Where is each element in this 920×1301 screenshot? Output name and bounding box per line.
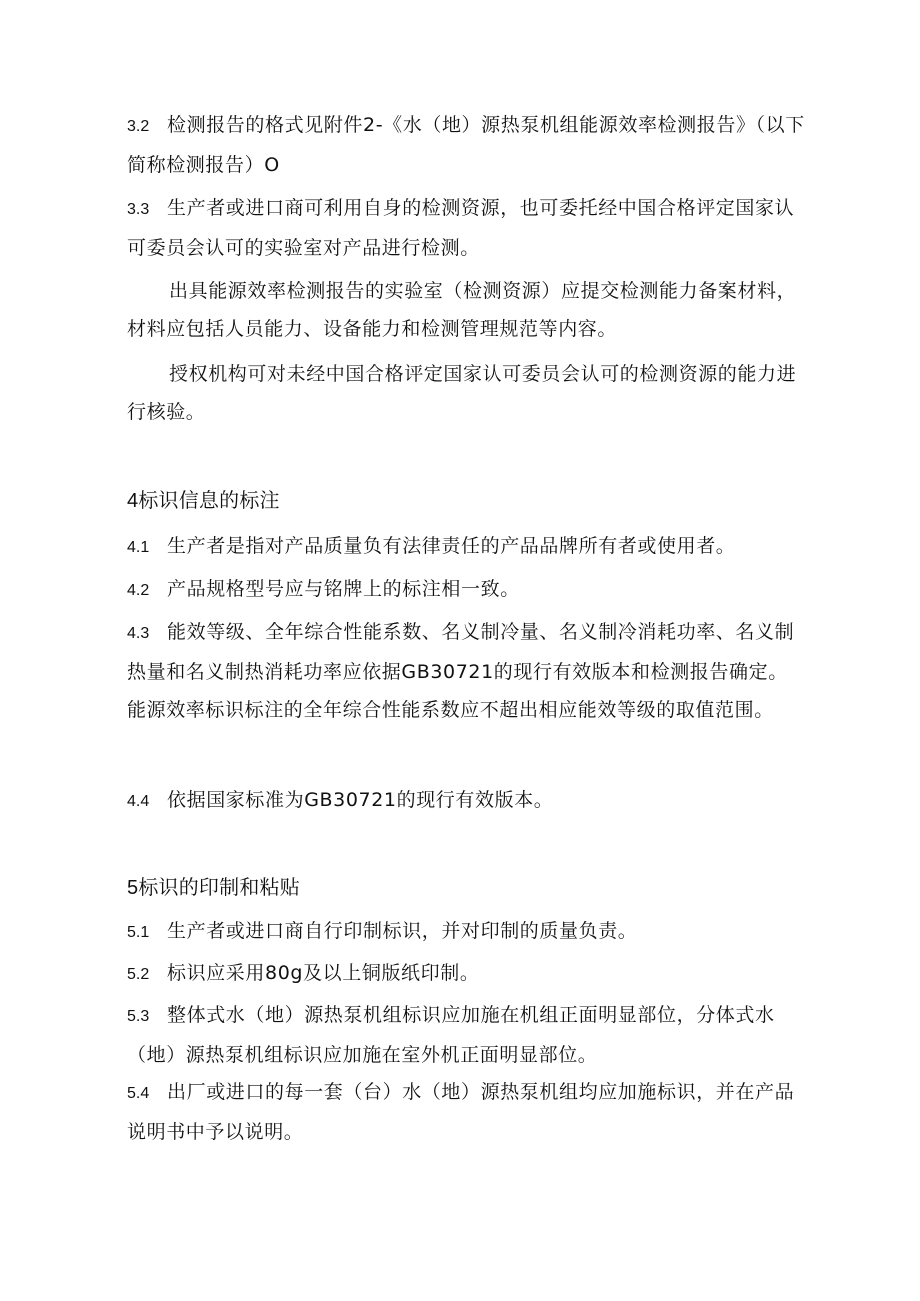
heading-text: 标识的印制和粘贴: [138, 875, 300, 899]
clause-text: 生产者或进口商自行印制标识，并对印制的质量负责。: [167, 920, 638, 942]
paragraph-verification: [127, 355, 807, 431]
clause-text: 能效等级、全年综合性能系数、名义制冷量、名义制冷消耗功率、名义制热量和名义制热消耗功率应依据GB30721的现行有效版本和检测报告确定。能源效率标识标注的全年综合性能系数应不超出相应能效等级的取值范围。: [127, 621, 795, 721]
clause-text: 整体式水（地）源热泵机组标识应加施在机组正面明显部位，分体式水（地）源热泵机组标识应加施在室外机正面明显部位。: [127, 1004, 775, 1066]
clause-3-3: [127, 189, 807, 267]
clause-5-2: [127, 954, 807, 994]
clause-text: 检测报告的格式见附件2-《水（地）源热泵机组能源效率检测报告》（以下简称检测报告）O: [127, 114, 805, 176]
clause-text: 生产者或进口商可利用自身的检测资源，也可委托经中国合格评定国家认可委员会认可的实验室对产品进行检测。: [127, 197, 795, 259]
clause-text: 出厂或进口的每一套（台）水（地）源热泵机组均应加施标识，并在产品说明书中予以说明。: [127, 1081, 795, 1143]
clause-number: 5.2: [127, 966, 150, 983]
clause-number: 3.3: [127, 201, 150, 218]
paragraph-lab-filing: [127, 272, 807, 348]
clause-3-2: [127, 106, 807, 184]
clause-number: 4.2: [127, 582, 150, 599]
clause-number: 5.3: [127, 1008, 150, 1025]
clause-text: 产品规格型号应与铭牌上的标注相一致。: [167, 578, 520, 600]
clause-text: 标识应采用80g及以上铜版纸印制。: [167, 962, 480, 984]
clause-4-1: [127, 527, 807, 567]
clause-4-2: [127, 570, 807, 610]
clause-5-3: [127, 996, 807, 1074]
clause-text: 生产者是指对产品质量负有法律责任的产品品牌所有者或使用者。: [167, 535, 736, 557]
section-heading-4: [127, 485, 280, 516]
heading-number: 5: [127, 877, 139, 899]
clause-number: 4.4: [127, 793, 150, 810]
clause-number: 3.2: [127, 118, 150, 135]
heading-number: 4: [127, 490, 139, 512]
clause-4-3: [127, 613, 807, 729]
heading-text: 标识信息的标注: [138, 488, 280, 512]
clause-5-1: [127, 912, 807, 952]
clause-number: 4.1: [127, 539, 150, 556]
section-heading-5: [127, 872, 300, 903]
clause-4-4: [127, 781, 807, 821]
paragraph-text: 出具能源效率检测报告的实验室（检测资源）应提交检测能力备案材料，材料应包括人员能力、设备能力和检测管理规范等内容。: [127, 280, 797, 340]
clause-text: 依据国家标准为GB30721的现行有效版本。: [167, 789, 554, 811]
paragraph-text: 授权机构可对未经中国合格评定国家认可委员会认可的检测资源的能力进行核验。: [127, 363, 797, 423]
clause-number: 4.3: [127, 625, 150, 642]
clause-5-4: [127, 1073, 807, 1151]
clause-number: 5.1: [127, 924, 150, 941]
clause-number: 5.4: [127, 1085, 150, 1102]
